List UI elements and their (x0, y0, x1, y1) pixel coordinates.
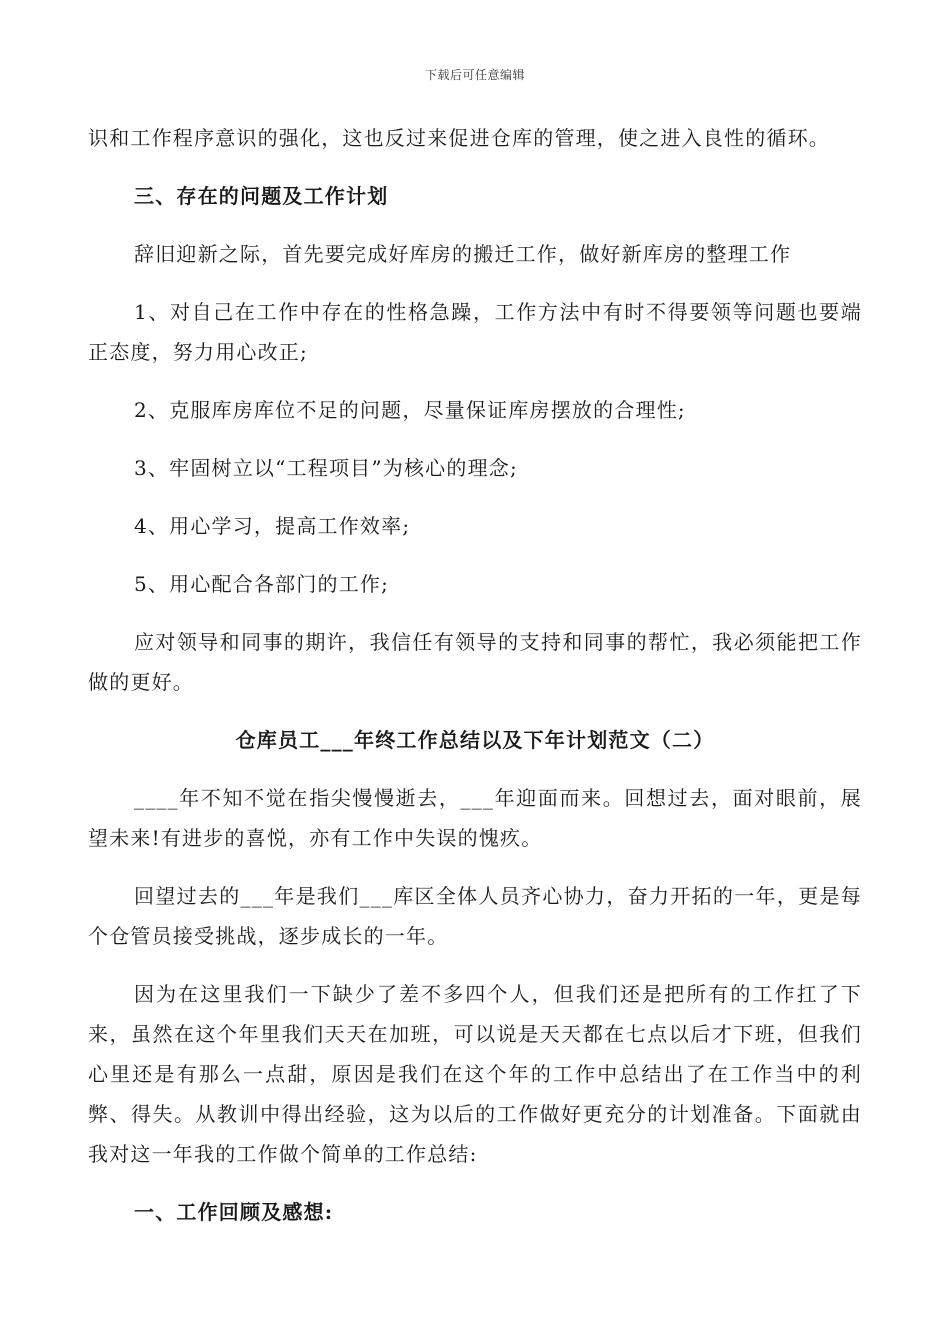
paragraph-year-intro: ____年不知不觉在指尖慢慢逝去，___年迎面而来。回想过去，面对眼前，展望未来!有进步的喜悦，亦有工作中失误的愧疚。 (88, 786, 862, 850)
list-item-4: 4、用心学习，提高工作效率; (134, 514, 411, 538)
section-heading-problems-plan: 三、存在的问题及工作计划 (134, 184, 389, 208)
paragraph-overtime: 因为在这里我们一下缺少了差不多四个人，但我们还是把所有的工作扛了下来，虽然在这个年里我们天天在加班，可以说是天天都在七点以后才下班，但我们心里还是有那么一点甜，原因是我们在这个年的工作中总结出了在工作当中的利弊、得失。从教训中得出经验，这为以后的工作做好更充分的计划准备。下面就由我对这一年我的工作做个简单的工作总结: (88, 982, 862, 1166)
document-body (88, 118, 862, 1250)
paragraph-continuation: 识和工作程序意识的强化，这也反过来促进仓库的管理，使之进入良性的循环。 (88, 126, 830, 150)
list-item-2: 2、克服库房库位不足的问题，尽量保证库房摆放的合理性; (134, 398, 686, 422)
paragraph-closing: 应对领导和同事的期许，我信任有领导的支持和同事的帮忙，我必须能把工作做的更好。 (88, 630, 862, 694)
page-header: 下载后可任意编辑 (424, 68, 525, 82)
paragraph-look-back: 回望过去的___年是我们___库区全体人员齐心协力，奋力开拓的一年，更是每个仓管员接受挑战，逐步成长的一年。 (88, 884, 862, 948)
list-item-1: 1、对自己在工作中存在的性格急躁，工作方法中有时不得要领等问题也要端正态度，努力用心改正; (88, 300, 862, 364)
section-heading-review: 一、工作回顾及感想: (134, 1200, 334, 1224)
list-item-5: 5、用心配合各部门的工作; (134, 572, 390, 596)
list-item-3: 3、牢固树立以“工程项目”为核心的理念; (134, 456, 518, 480)
article-title-two: 仓库员工___年终工作总结以及下年计划范文（二） (235, 728, 715, 752)
paragraph-intro-plan: 辞旧迎新之际，首先要完成好库房的搬迁工作，做好新库房的整理工作 (134, 242, 792, 266)
